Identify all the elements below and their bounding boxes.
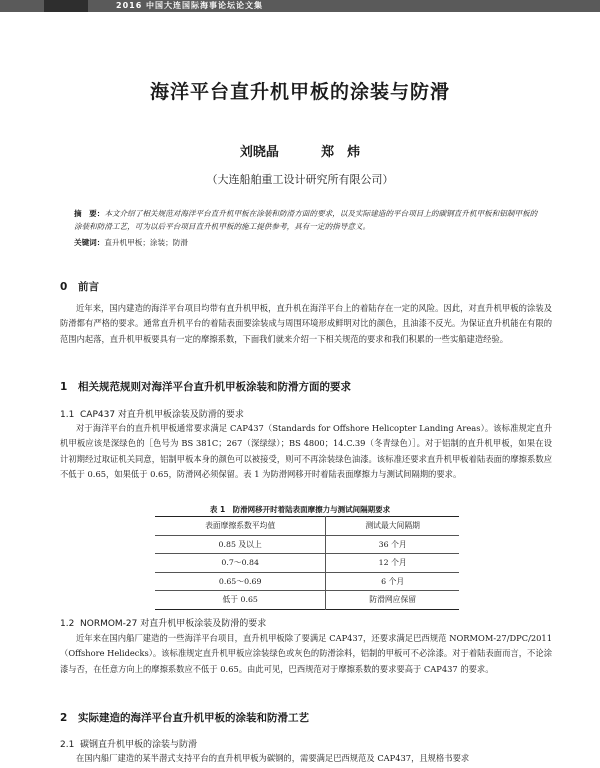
table-header-row bbox=[155, 517, 459, 536]
table-cell: 防滑网应保留 bbox=[326, 591, 459, 610]
section-number: 1 bbox=[60, 381, 68, 393]
friction-table bbox=[155, 516, 459, 610]
running-title: 2016 中国大连国际海事论坛论文集 bbox=[116, 1, 264, 10]
author-list bbox=[0, 141, 600, 160]
table-row bbox=[155, 535, 459, 554]
section-number: 2 bbox=[60, 712, 68, 724]
table-cell: 低于 0.65 bbox=[155, 591, 326, 610]
table-cell: 36 个月 bbox=[326, 535, 459, 554]
table-header-cell: 测试最大间隔期 bbox=[326, 517, 459, 536]
article-title: 海洋平台直升机甲板的涂装与防滑 bbox=[149, 81, 450, 103]
keywords bbox=[74, 237, 544, 249]
subsection-heading bbox=[60, 407, 244, 420]
body-paragraph: 近年来在国内船厂建造的一些海洋平台项目，直升机甲板除了要满足 CAP437，还要求满足巴西规范 NORMOM-27/DPC/2011（Offshore Helidecks）。该标准规定直升机甲板应涂装绿色或灰色的防滑涂料，铝制的甲板可不必涂漆。对于着陆表面而言，不论涂漆与否，在任意方向上的摩擦系数应不低于 0.65。由此可见，巴西规范对于摩擦系数的要求要高于 CAP437 的要求。 bbox=[60, 633, 552, 674]
body-paragraph: 近年来，国内建造的海洋平台项目均带有直升机甲板，直升机在海洋平台上的着陆存在一定的风险。因此，对直升机甲板的涂装及防滑都有严格的要求。通常直升机平台的着陆表面要涂装成与周围环境形成鲜明对比的颜色，且油漆不反光。为保证直升机能在有限的范围内起落，直升机甲板要具有一定的摩擦系数，下面我们就来介绍一下相关规范的要求和我们积累的一些实船建造经验。 bbox=[60, 303, 552, 344]
subsection-title: CAP437 对直升机甲板涂装及防滑的要求 bbox=[80, 410, 244, 420]
table-row bbox=[155, 554, 459, 573]
abstract-label: 摘 要： bbox=[74, 209, 105, 218]
subsection-title: 碳钢直升机甲板的涂装与防滑 bbox=[80, 740, 198, 750]
table-caption: 表 1 防滑网移开时着陆表面摩擦力与测试间隔期要求 bbox=[209, 505, 391, 514]
running-header-bar bbox=[0, 0, 600, 12]
author-name: 郑 炜 bbox=[321, 145, 361, 160]
section-title: 前言 bbox=[78, 281, 99, 293]
author-name: 刘晓晶 bbox=[239, 145, 279, 160]
publisher-logo bbox=[44, 0, 88, 12]
body-paragraph: 在国内船厂建造的某半潜式支持平台的直升机甲板为碳钢的，需要满足巴西规范及 CAP437，且规格书要求 bbox=[76, 753, 470, 763]
abstract-text: 本文介绍了相关规范对海洋平台直升机甲板在涂装和防滑方面的要求，以及实际建造的平台项目上的碳钢直升机甲板和铝制甲板的涂装和防滑工艺，可为以后平台项目直升机甲板的施工提供参考，具有一定的指导意义。 bbox=[74, 209, 538, 231]
keywords-text: 直升机甲板；涂装；防滑 bbox=[104, 238, 188, 247]
subsection-title: NORMOM-27 对直升机甲板涂装及防滑的要求 bbox=[80, 619, 267, 629]
table-header-cell: 表面摩擦系数平均值 bbox=[155, 517, 326, 536]
table-cell: 0.65～0.69 bbox=[155, 572, 326, 591]
body-paragraph: 对于海洋平台的直升机甲板通常要求满足 CAP437（Standards for Offshore Helicopter Landing Areas）。该标准规定直升机甲板应该是深绿色的［色号为 BS 381C；267（深绿绿）；BS 4800；14.C.39（冬青绿色）］。对于铝制的直升机甲板，如果在设计初期经过取证机关同意，铝制甲板本身的颜色可以被接受，则可不再涂装绿色油漆。该标准还要求直升机甲板着陆表面的摩擦系数应不低于 0.65，如果低于 0.65，防滑网必须保留。表 1 为防滑网移开时着陆表面摩擦力与测试间隔期的要求。 bbox=[60, 423, 552, 480]
table-cell: 12 个月 bbox=[326, 554, 459, 573]
table-cell: 6 个月 bbox=[326, 572, 459, 591]
subsection-number: 1.1 bbox=[60, 410, 75, 420]
section-title: 实际建造的海洋平台直升机甲板的涂装和防滑工艺 bbox=[78, 712, 309, 724]
table-row bbox=[155, 591, 459, 610]
section-number: 0 bbox=[60, 281, 68, 293]
table-row bbox=[155, 572, 459, 591]
table-cell: 0.85 及以上 bbox=[155, 535, 326, 554]
abstract bbox=[74, 208, 544, 233]
subsection-number: 2.1 bbox=[60, 740, 75, 750]
section-heading bbox=[60, 279, 99, 294]
table-cell: 0.7～0.84 bbox=[155, 554, 326, 573]
subsection-heading bbox=[60, 737, 197, 750]
section-heading bbox=[60, 379, 351, 394]
keywords-label: 关键词： bbox=[74, 238, 105, 247]
section-heading bbox=[60, 710, 309, 725]
author-affiliation: （大连船舶重工设计研究所有限公司） bbox=[206, 173, 394, 186]
subsection-number: 1.2 bbox=[60, 619, 75, 629]
subsection-heading bbox=[60, 616, 266, 629]
section-title: 相关规范规则对海洋平台直升机甲板涂装和防滑方面的要求 bbox=[78, 381, 351, 393]
